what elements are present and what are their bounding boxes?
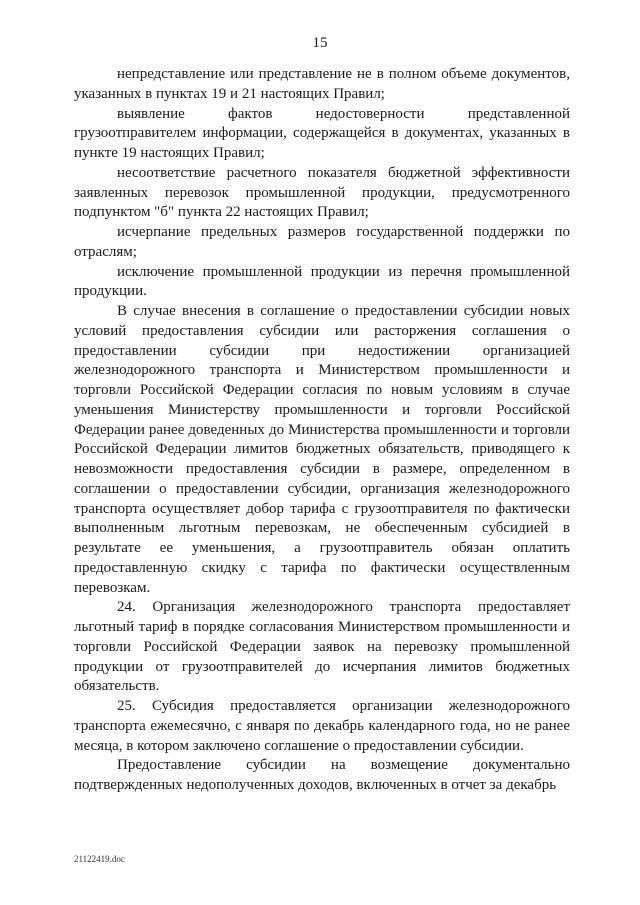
paragraph: выявление фактов недостоверности представленной грузоотправителем информации, содержащейся в документах, указанных в пункте 19 настоящих Правил; [74,105,570,161]
paragraph: несоответствие расчетного показателя бюджетной эффективности заявленных перевозок промышленной продукции, предусмотренного подпунктом "б" пункта 22 настоящих Правил; [74,164,570,221]
document-body [74,65,570,796]
page-number: 15 [312,35,328,51]
document-file-code: 21122419.doc [74,854,125,864]
paragraph: 25. Субсидия предоставляется организации железнодорожного транспорта ежемесячно, с января по декабрь календарного года, но не ранее месяца, в котором заключено соглашение о предоставлении субсидии. [74,698,570,754]
paragraph: В случае внесения в соглашение о предоставлении субсидии новых условий предоставления субсидии или расторжения соглашения о предоставлении субсидии при недостижении организацией железнодорожного транспорта и Министерством промышленности и торговли Российской Федерации согласия по новым условиям в случае уменьшения Министерству промышленности и торговли Российской Федерации ранее доведенных до Министерства промышленности и торговли Российской Федерации лимитов бюджетных обязательств, приводящего к невозможности предоставления субсидии в размере, определенном в соглашении о предоставлении субсидии, организация железнодорожного транспорта осуществляет добор тарифа с грузоотправителя по фактически выполненным льготным перевозкам, не обеспеченным субсидией в результате ее уменьшения, а грузоотправитель обязан оплатить предоставленную скидку с тарифа по фактически осуществленным перевозкам. [74,303,570,596]
paragraph: Предоставление субсидии на возмещение документально подтвержденных недополученных доходов, включенных в отчет за декабрь [74,757,570,793]
paragraph: исключение промышленной продукции из перечня промышленной продукции. [74,263,570,300]
paragraph: непредставление или представление не в полном объеме документов, указанных в пунктах 19 и 21 настоящих Правил; [74,66,570,102]
paragraph: исчерпание предельных размеров государственной поддержки по отраслям; [74,224,570,260]
paragraph: 24. Организация железнодорожного транспорта предоставляет льготный тариф в порядке согласования Министерством промышленности и торговли Российской Федерации заявок на перевозку промышленной продукции от грузоотправителей до исчерпания лимитов бюджетных обязательств. [74,599,570,695]
